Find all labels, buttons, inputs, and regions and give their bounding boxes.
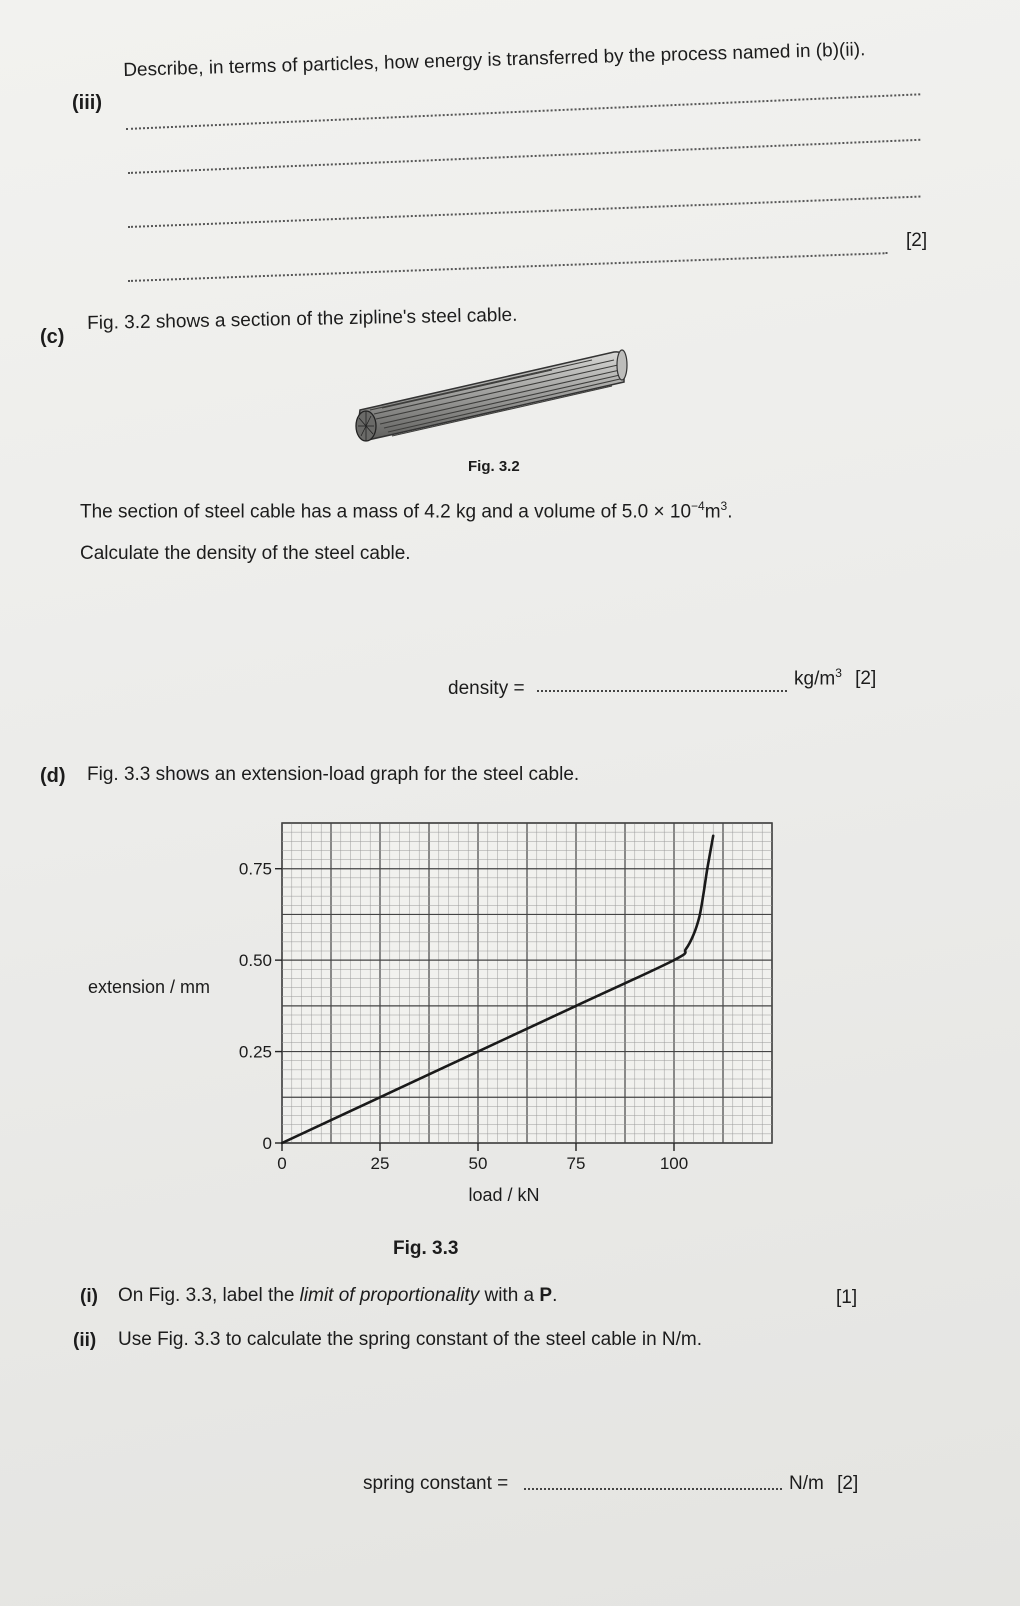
density-label: density = (448, 678, 525, 699)
answer-line-4[interactable] (128, 252, 888, 282)
density-answer-row (448, 678, 525, 700)
spring-constant-unit: N/m (789, 1473, 824, 1494)
density-unit-exponent: 3 (835, 666, 842, 680)
question-text-c: Fig. 3.2 shows a section of the zipline's steel cable. (87, 304, 518, 334)
question-text-iii: Describe, in terms of particles, how energy is transferred by the process named in (b)(ii). (123, 39, 866, 81)
fig-3-2-caption: Fig. 3.2 (468, 458, 520, 475)
answer-line-2[interactable] (128, 139, 920, 174)
answer-line-1[interactable] (126, 93, 920, 130)
sub-question-label-i: (i) (80, 1286, 98, 1307)
sub-question-text-ii: Use Fig. 3.3 to calculate the spring constant of the steel cable in N/m. (118, 1329, 703, 1350)
question-label-iii: (iii) (72, 92, 102, 114)
sub-question-text-i (118, 1285, 557, 1307)
density-unit-marks (794, 666, 876, 690)
sub-i-text-c: . (552, 1285, 558, 1306)
graph-grid (282, 823, 772, 1143)
spring-constant-unit-marks (789, 1473, 858, 1495)
density-unit: kg/m (794, 668, 836, 690)
y-tick-label: 0.25 (238, 1042, 272, 1062)
spring-constant-answer-field[interactable] (524, 1470, 782, 1490)
y-tick-label: 0 (262, 1134, 272, 1153)
sub-i-text-bold: P (539, 1285, 553, 1306)
marks-iii: [2] (906, 230, 928, 251)
extension-load-graph (80, 815, 800, 1215)
sub-i-text-a: On Fig. 3.3, label the (118, 1285, 300, 1306)
x-tick-label: 25 (370, 1154, 390, 1173)
sub-i-text-emphasis: limit of proportionality (299, 1285, 480, 1306)
question-label-d: (d) (40, 765, 66, 787)
sub-question-label-ii: (ii) (73, 1330, 97, 1351)
x-tick-label: 0 (277, 1154, 287, 1173)
density-task: Calculate the density of the steel cable. (80, 543, 411, 564)
fig-3-3-caption: Fig. 3.3 (393, 1238, 459, 1259)
x-axis-label: load / kN (468, 1185, 540, 1205)
density-answer-field[interactable] (537, 672, 787, 692)
marks-c: [2] (855, 668, 877, 690)
answer-line-3[interactable] (128, 196, 920, 228)
question-text-d: Fig. 3.3 shows an extension-load graph for the steel cable. (87, 764, 580, 785)
y-tick-label: 0.50 (238, 951, 272, 971)
question-label-c: (c) (40, 326, 65, 348)
statement-end: . (727, 501, 733, 523)
cable-statement (80, 499, 733, 523)
statement-unit-exponent: 3 (720, 499, 728, 513)
marks-d-i: [1] (836, 1287, 858, 1308)
y-axis-label: extension / mm (88, 977, 211, 997)
marks-d-ii: [2] (837, 1473, 859, 1494)
x-tick-label: 100 (659, 1154, 689, 1173)
statement-exponent: −4 (691, 499, 705, 513)
steel-cable-illustration (352, 348, 642, 448)
x-tick-label: 75 (566, 1154, 586, 1173)
y-tick-label: 0.75 (238, 859, 272, 879)
sub-i-text-b: with a (479, 1285, 540, 1306)
spring-constant-label: spring constant = (363, 1473, 509, 1494)
x-tick-label: 50 (468, 1154, 488, 1173)
statement-main: The section of steel cable has a mass of 4.2 kg and a volume of 5.0 × 10 (80, 501, 692, 523)
statement-unit: m (704, 501, 721, 523)
